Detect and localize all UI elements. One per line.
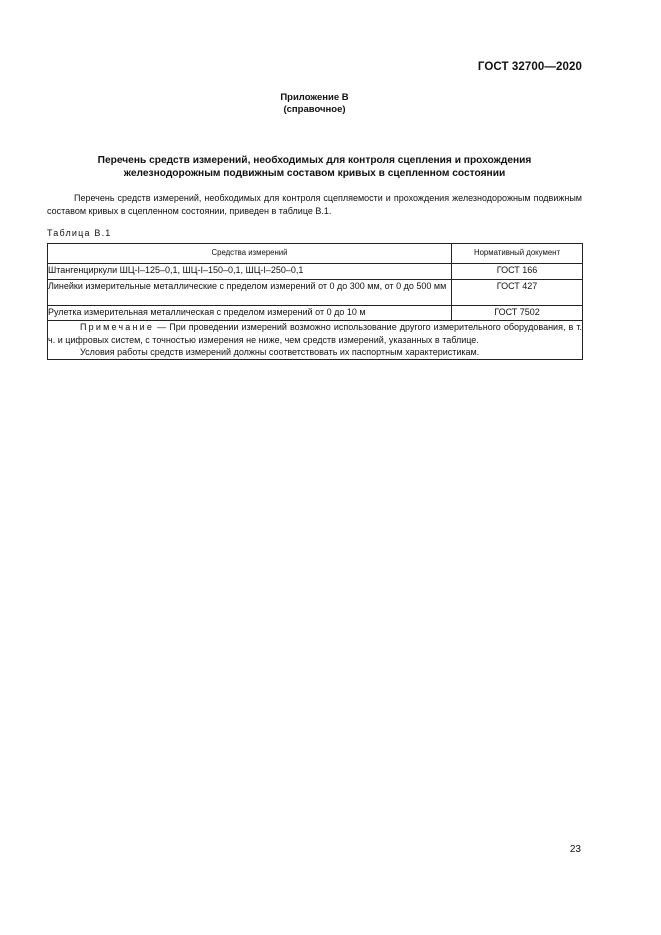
cell-means: Рулетка измерительная металлическая с пределом измерений от 0 до 10 м (48, 306, 452, 321)
table-row (48, 264, 583, 280)
appendix-title: Приложение В (280, 92, 349, 103)
page-number: 23 (569, 844, 581, 855)
header-means: Средства измерений (48, 244, 452, 264)
cell-means: Линейки измерительные металлические с пределом измерений от 0 до 300 мм, от 0 до 500 мм (48, 280, 452, 306)
section-title-line-2: железнодорожным подвижным составом кривых в сцепленном состоянии (123, 168, 506, 179)
table-note-row (48, 321, 583, 360)
table-note (48, 321, 583, 360)
appendix-kind: (справочное) (283, 104, 346, 115)
cell-document: ГОСТ 166 (452, 264, 583, 280)
appendix-heading (0, 92, 629, 116)
document-code: ГОСТ 32700—2020 (477, 61, 582, 73)
table-row (48, 280, 583, 306)
note-text: — При проведении измерений возможно использование другого измерительного оборудования, в т. ч. и цифровых систем, с точностью измерения не ниже, чем средств измерений, указанных в таблице. (48, 322, 582, 345)
note-label: Примечание (80, 322, 155, 332)
cell-document: ГОСТ 7502 (452, 306, 583, 321)
table-row (48, 306, 583, 321)
intro-paragraph (47, 192, 582, 217)
cell-document: ГОСТ 427 (452, 280, 583, 306)
header-document: Нормативный документ (452, 244, 583, 264)
table-header-row (48, 244, 583, 264)
intro-text: Перечень средств измерений, необходимых для контроля сцепляемости и прохождения железнодорожным подвижным составом кривых в сцепленном состоянии, приведен в таблице В.1. (47, 193, 582, 216)
section-title (48, 154, 581, 180)
cell-means: Штангенциркули ШЦ-I–125–0,1, ШЦ-I–150–0,1, ШЦ-I–250–0,1 (48, 264, 452, 280)
section-title-line-1: Перечень средств измерений, необходимых для контроля сцепления и прохождения (97, 155, 532, 166)
table-caption: Таблица В.1 (47, 228, 112, 238)
measurement-means-table (47, 243, 583, 360)
note-conditions: Условия работы средств измерений должны соответствовать их паспортным характеристикам. (80, 347, 480, 357)
